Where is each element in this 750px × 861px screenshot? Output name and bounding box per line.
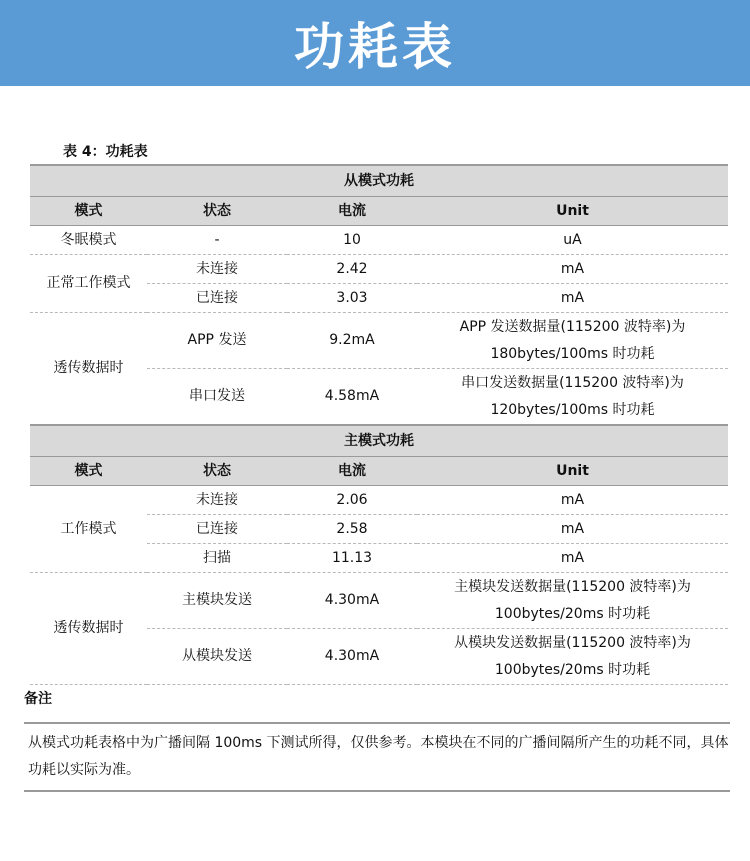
- unit-note-line: 主模块发送数据量(115200 波特率)为: [454, 578, 691, 595]
- unit-cell: mA: [417, 515, 728, 544]
- state-cell: 已连接: [147, 515, 287, 544]
- state-cell: -: [147, 226, 287, 255]
- table-row: [30, 313, 728, 369]
- master-column-headers: [30, 457, 728, 486]
- master-section-header: [30, 425, 728, 457]
- unit-cell: mA: [417, 255, 728, 284]
- mode-cell: 工作模式: [30, 486, 147, 573]
- current-cell: 2.42: [287, 255, 417, 284]
- current-cell: 2.58: [287, 515, 417, 544]
- unit-cell: [417, 369, 728, 426]
- state-cell: 串口发送: [147, 369, 287, 426]
- state-cell: 已连接: [147, 284, 287, 313]
- page-title: 功耗表: [294, 18, 456, 76]
- unit-note-line: 100bytes/20ms 时功耗: [494, 605, 651, 622]
- unit-cell: uA: [417, 226, 728, 255]
- state-cell: 未连接: [147, 255, 287, 284]
- power-consumption-table: [30, 164, 728, 685]
- current-cell: 2.06: [287, 486, 417, 515]
- column-header-current: 电流: [287, 197, 417, 226]
- page-banner: [0, 0, 750, 86]
- column-header-state: 状态: [147, 197, 287, 226]
- column-header-current: 电流: [287, 457, 417, 486]
- table-row: [30, 226, 728, 255]
- mode-cell: 透传数据时: [30, 573, 147, 685]
- current-cell: 10: [287, 226, 417, 255]
- table-caption: 表 4：功耗表: [63, 144, 148, 160]
- state-cell: 主模块发送: [147, 573, 287, 629]
- slave-column-headers: [30, 197, 728, 226]
- slave-section-title: 从模式功耗: [30, 165, 728, 197]
- column-header-unit: Unit: [417, 457, 728, 486]
- notes-title: 备注: [24, 688, 730, 724]
- current-cell: 3.03: [287, 284, 417, 313]
- current-cell: 4.30mA: [287, 573, 417, 629]
- column-header-unit: Unit: [417, 197, 728, 226]
- current-cell: 11.13: [287, 544, 417, 573]
- table-row: [30, 255, 728, 284]
- unit-cell: mA: [417, 544, 728, 573]
- unit-cell: [417, 573, 728, 629]
- current-cell: 4.30mA: [287, 629, 417, 685]
- unit-note-line: 100bytes/20ms 时功耗: [494, 661, 651, 678]
- mode-cell: 透传数据时: [30, 313, 147, 426]
- unit-note-line: 120bytes/100ms 时功耗: [490, 401, 655, 418]
- slave-section-header: [30, 165, 728, 197]
- column-header-mode: 模式: [30, 197, 147, 226]
- table-row: [30, 486, 728, 515]
- state-cell: 扫描: [147, 544, 287, 573]
- mode-cell: 冬眠模式: [30, 226, 147, 255]
- notes-body: 从模式功耗表格中为广播间隔 100ms 下测试所得，仅供参考。本模块在不同的广播间隔所产生的功耗不同，具体功耗以实际为准。: [24, 724, 730, 792]
- table-row: [30, 573, 728, 629]
- current-cell: 9.2mA: [287, 313, 417, 369]
- state-cell: 未连接: [147, 486, 287, 515]
- unit-note-line: APP 发送数据量(115200 波特率)为: [459, 318, 686, 335]
- column-header-state: 状态: [147, 457, 287, 486]
- unit-cell: [417, 313, 728, 369]
- unit-note-line: 从模块发送数据量(115200 波特率)为: [454, 634, 691, 651]
- unit-cell: mA: [417, 284, 728, 313]
- notes-section: [24, 688, 730, 792]
- unit-cell: [417, 629, 728, 685]
- state-cell: APP 发送: [147, 313, 287, 369]
- unit-cell: mA: [417, 486, 728, 515]
- mode-cell: 正常工作模式: [30, 255, 147, 313]
- current-cell: 4.58mA: [287, 369, 417, 426]
- master-section-title: 主模式功耗: [30, 425, 728, 457]
- unit-note-line: 180bytes/100ms 时功耗: [490, 345, 655, 362]
- column-header-mode: 模式: [30, 457, 147, 486]
- state-cell: 从模块发送: [147, 629, 287, 685]
- unit-note-line: 串口发送数据量(115200 波特率)为: [461, 374, 684, 391]
